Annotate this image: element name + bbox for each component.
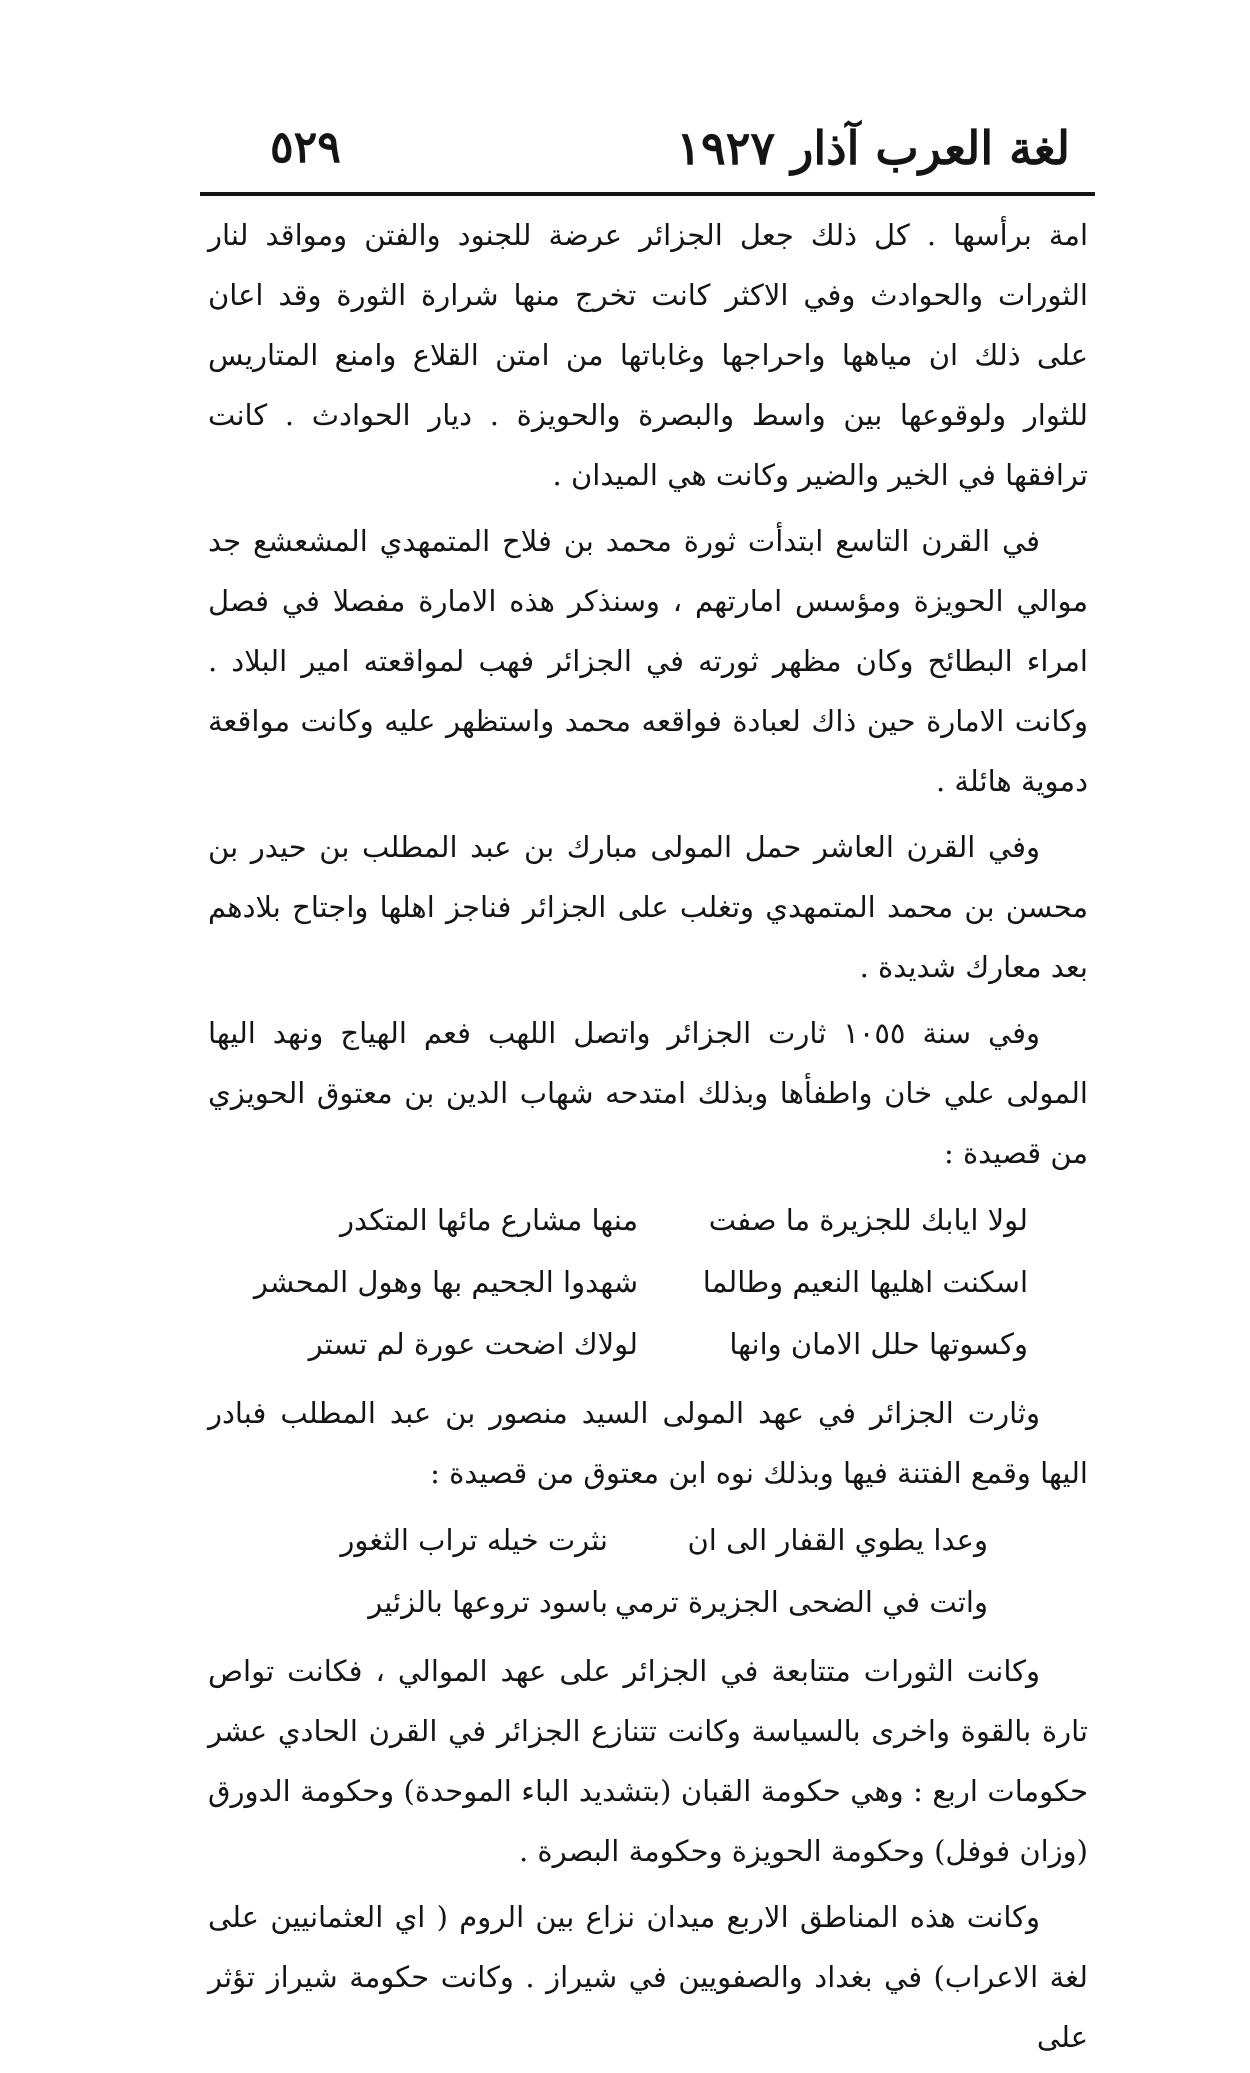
verse-first-hemistich: اسكنت اهليها النعيم وطالما (702, 1265, 1028, 1299)
verse-first-hemistich: وعدا يطوي القفار الى ان (687, 1523, 988, 1557)
verse-second-hemistich: باسود تروعها بالزئير (368, 1585, 608, 1619)
verse-second-hemistich: منها مشارع مائها المتكدر (340, 1203, 638, 1237)
poem-block (208, 1189, 1088, 1375)
verse-second-hemistich: نثرت خيله تراب الثغور (340, 1523, 608, 1557)
verse-line (253, 1251, 1028, 1313)
verse-first-hemistich: واتت في الضحى الجزيرة ترمي (614, 1585, 988, 1619)
verse-first-hemistich: لولا ايابك للجزيرة ما صفت (708, 1203, 1028, 1237)
paragraph: وفي سنة ١٠٥٥ ثارت الجزائر واتصل اللهب فعم الهياج ونهد اليها المولى علي خان واطفأها وبذلك امتدحه شهاب الدين بن معتوق الحويزي من قصيدة : (208, 1016, 1088, 1170)
verse-line (268, 1189, 1028, 1251)
paragraph: وكانت هذه المناطق الاربع ميدان نزاع بين الروم ( اي العثمانيين على لغة الاعراب) في بغداد والصفويين في شيراز . وكانت حكومة شيراز تؤثر على (208, 1900, 1088, 2054)
page-number: ٥٢٩ (270, 122, 341, 173)
body-text (208, 205, 1088, 2073)
verse-line (268, 1313, 1028, 1375)
poem-block (208, 1509, 1048, 1633)
paragraph: وفي القرن العاشر حمل المولى مبارك بن عبد المطلب بن حيدر بن محسن بن محمد المتمهدي وتغلب على الجزائر فناجز اهلها واجتاح بلادهم بعد معارك شديدة . (208, 830, 1088, 984)
verse-line (228, 1571, 988, 1633)
page-header (270, 118, 1070, 178)
verse-first-hemistich: وكسوتها حلل الامان وانها (729, 1327, 1028, 1361)
verse-second-hemistich: لولاك اضحت عورة لم تستر (308, 1327, 638, 1361)
paragraph: وثارت الجزائر في عهد المولى السيد منصور بن عبد المطلب فبادر اليها وقمع الفتنة فيها وبذلك نوه ابن معتوق من قصيدة : (208, 1396, 1088, 1490)
paragraph: وكانت الثورات متتابعة في الجزائر على عهد الموالي ، فكانت تواص تارة بالقوة واخرى بالسياسة وكانت تتنازع الجزائر في القرن الحادي عشر حكومات اربع : وهي حكومة القبان (بتشديد الباء الموحدة) وحكومة الدورق (وزان فوفل) وحكومة الحويزة وحكومة البصرة . (208, 1654, 1088, 1868)
verse-second-hemistich: شهدوا الجحيم بها وهول المحشر (253, 1265, 638, 1299)
header-rule (200, 192, 1095, 196)
paragraph: في القرن التاسع ابتدأت ثورة محمد بن فلاح المتمهدي المشعشع جد موالي الحويزة ومؤسس امارتهم ، وسنذكر هذه الامارة مفصلا في فصل امراء البطائح وكان مظهر ثورته في الجزائر فهب لمواقعته امير البلاد . وكانت الامارة حين ذاك لعبادة فواقعه محمد واستظهر عليه وكانت مواقعة دموية هائلة . (208, 524, 1088, 798)
running-title: لغة العرب آذار ١٩٢٧ (676, 121, 1070, 175)
verse-line (228, 1509, 988, 1571)
paragraph: امة برأسها . كل ذلك جعل الجزائر عرضة للجنود والفتن ومواقد لنار الثورات والحوادث وفي الاكثر كانت تخرج منها شرارة الثورة وقد اعان على ذلك ان مياهها واحراجها وغاباتها من امتن القلاع وامنع المتاريس للثوار ولوقوعها بين واسط والبصرة والحويزة . ديار الحوادث . كانت ترافقها في الخير والضير وكانت هي الميدان . (208, 218, 1088, 492)
